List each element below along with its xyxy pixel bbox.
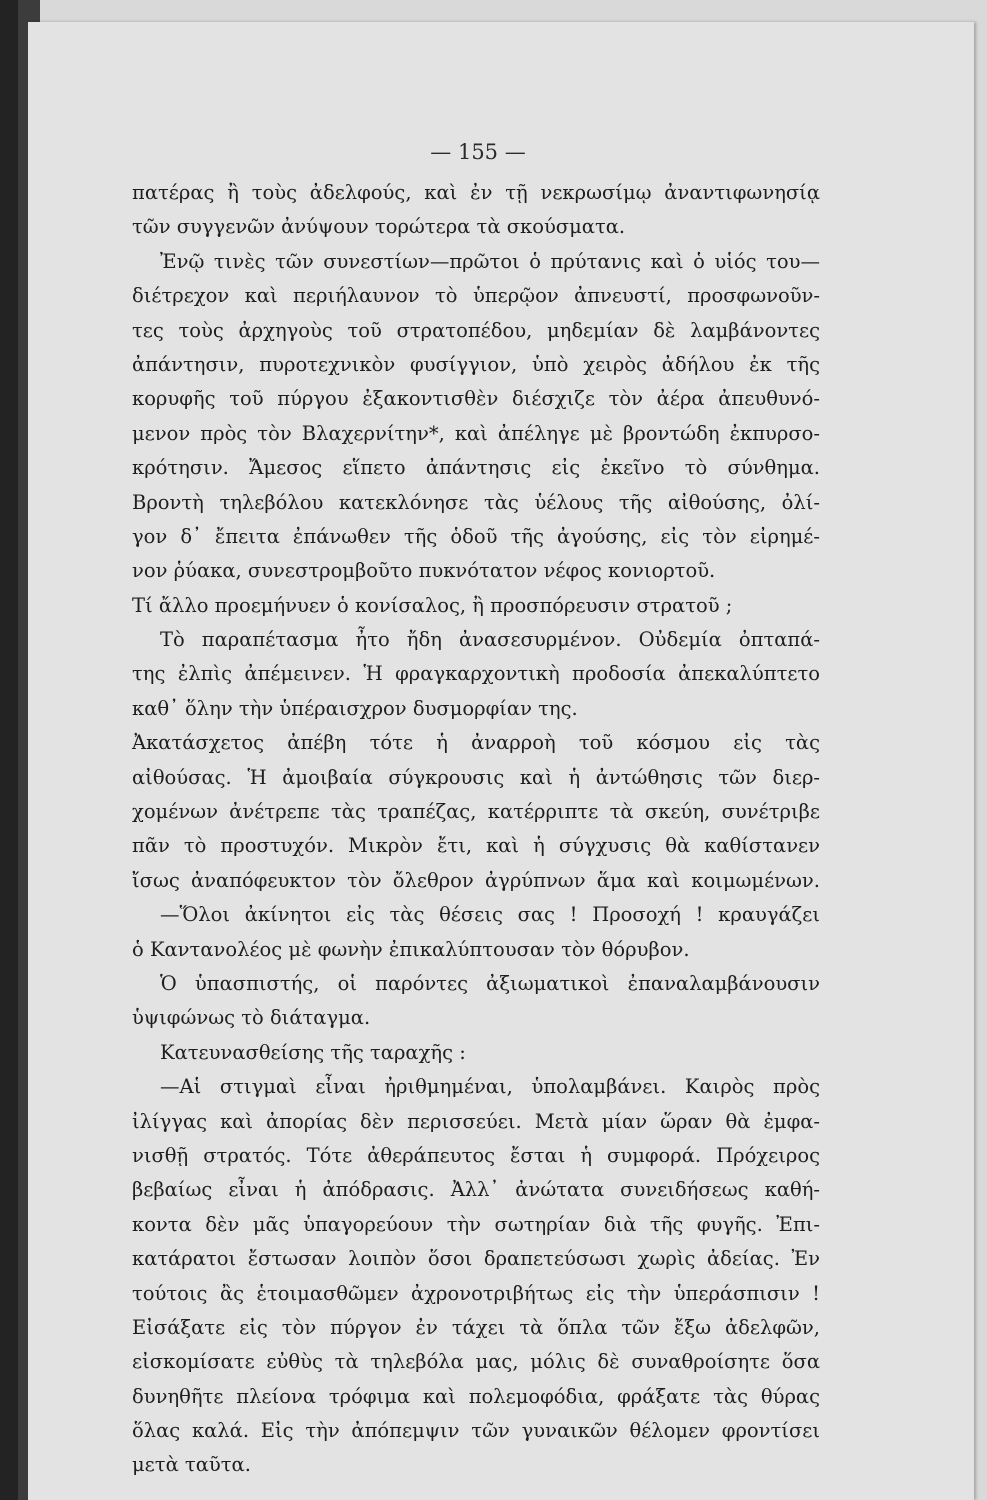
text-line: εἰσκομίσατε εὐθὺς τὰ τηλεβόλα μας, μόλις δὲ συναθροίσητε ὅσα [132, 1350, 820, 1374]
text-line: δυνηθῆτε πλείονα τρόφιμα καὶ πολεμοφόδια, φράξατε τὰς θύρας [132, 1384, 820, 1408]
text-line: βεβαίως εἶναι ἡ ἀπόδρασις. Ἀλλ᾽ ἀνώτατα συνειδήσεως καθή- [132, 1178, 820, 1202]
text-line: Τὸ παραπέτασμα ἦτο ἤδη ἀνασεσυρμένον. Οὐδεμία ὀπταπά- [160, 628, 820, 652]
text-line: της ἐλπὶς ἀπέμεινεν. Ἡ φραγκαρχοντικὴ προδοσία ἀπεκαλύπτετο [132, 662, 820, 686]
text-line: κατάρατοι ἔστωσαν λοιπὸν ὅσοι δραπετεύσωσι χωρὶς ἀδείας. Ἐν [132, 1247, 820, 1271]
text-line: Ἀκατάσχετος ἀπέβη τότε ἡ ἀναρροὴ τοῦ κόσμου εἰς τὰς [132, 731, 820, 755]
text-line: μετὰ ταῦτα. [132, 1453, 251, 1477]
text-line: ἰλίγγας καὶ ἀπορίας δὲν περισσεύει. Μετὰ μίαν ὥραν θὰ ἐμφα- [132, 1109, 820, 1133]
scan-backdrop [0, 0, 18, 1500]
text-line: χομένων ἀνέτρεπε τὰς τραπέζας, κατέρριπτε τὰ σκεύη, συνέτριβε [132, 800, 820, 824]
text-line: πᾶν τὸ προστυχόν. Μικρὸν ἔτι, καὶ ἡ σύγχυσις θὰ καθίστανεν [132, 834, 820, 858]
text-line: πατέρας ἢ τοὺς ἀδελφούς, καὶ ἐν τῇ νεκρωσίμῳ ἀναντιφωνησίᾳ [132, 181, 820, 204]
text-line: Ἐνῷ τινὲς τῶν συνεστίων—πρῶτοι ὁ πρύτανις καὶ ὁ υἱός του— [160, 249, 820, 273]
text-line: τούτοις ἂς ἑτοιμασθῶμεν ἀχρονοτριβήτως εἰς τὴν ὑπεράσπισιν ! [132, 1281, 820, 1305]
text-line: αἰθούσας. Ἡ ἀμοιβαία σύγκρουσις καὶ ἡ ἀντώθησις τῶν διερ- [132, 765, 820, 789]
text-line: κρότησιν. Ἄμεσος εἵπετο ἀπάντησις εἰς ἐκεῖνο τὸ σύνθημα. [132, 456, 820, 480]
text-line: ὑψιφώνως τὸ διάταγμα. [132, 1006, 371, 1030]
text-line: διέτρεχον καὶ περιήλαυνον τὸ ὑπερῷον ἀπνευστί, προσφωνοῦν- [132, 284, 820, 308]
page-number: — 155 — [430, 140, 526, 164]
text-line: Εἰσάξατε εἰς τὸν πύργον ἐν τάχει τὰ ὅπλα τῶν ἔξω ἀδελφῶν, [132, 1315, 820, 1339]
text-line: καθ᾽ ὅλην τὴν ὑπέραισχρον δυσμορφίαν της. [132, 696, 578, 720]
text-line: Ὁ ὑπασπιστής, οἱ παρόντες ἀξιωματικοὶ ἐπαναλαμβάνουσιν [160, 971, 820, 995]
text-line: τες τοὺς ἀρχηγοὺς τοῦ στρατοπέδου, μηδεμίαν δὲ λαμβάνοντες [132, 318, 820, 342]
text-line: ὁ Καντανολέος μὲ φωνὴν ἐπικαλύπτουσαν τὸν θόρυβον. [132, 937, 690, 961]
text-line: νισθῇ στρατός. Τότε ἀθεράπευτος ἔσται ἡ συμφορά. Πρόχειρος [132, 1143, 820, 1167]
text-line: —Αἱ στιγμαὶ εἶναι ἠριθμημέναι, ὑπολαμβάνει. Καιρὸς πρὸς [160, 1075, 820, 1099]
text-line: κορυφῆς τοῦ πύργου ἐξακοντισθὲν διέσχιζε τὸν ἀέρα ἀπευθυνό- [132, 387, 820, 411]
text-line: κοντα δὲν μᾶς ὑπαγορεύουν τὴν σωτηρίαν διὰ τῆς φυγῆς. Ἐπι- [132, 1212, 820, 1236]
page-text [132, 176, 820, 1483]
text-line: ἀπάντησιν, πυροτεχνικὸν φυσίγγιον, ὑπὸ χειρὸς ἀδήλου ἐκ τῆς [132, 352, 820, 376]
text-line: Βροντὴ τηλεβόλου κατεκλόνησε τὰς ὑέλους τῆς αἰθούσης, ὀλί- [132, 490, 820, 514]
text-line: ἴσως ἀναπόφευκτον τὸν ὄλεθρον ἀγρύπνων ἅμα καὶ κοιμωμένων. [132, 868, 820, 892]
text-line: Κατευνασθείσης τῆς ταραχῆς : [160, 1040, 466, 1064]
text-line: τῶν συγγενῶν ἀνύψουν τορώτερα τὰ σκούσματα. [132, 215, 626, 239]
book-page [28, 22, 974, 1500]
text-line: γον δ᾽ ἔπειτα ἐπάνωθεν τῆς ὁδοῦ τῆς ἀγούσης, εἰς τὸν εἰρημέ- [132, 524, 820, 548]
text-line: νον ῥύακα, συνεστρομβοῦτο πυκνότατον νέφος κονιορτοῦ. [132, 559, 716, 583]
text-line: —Ὅλοι ἀκίνητοι εἰς τὰς θέσεις σας ! Προσοχή ! κραυγάζει [160, 903, 820, 927]
text-line: μενον πρὸς τὸν Βλαχερνίτην*, καὶ ἀπέληγε μὲ βροντώδη ἐκπυρσο- [132, 421, 820, 445]
text-line: Τί ἄλλο προεμήνυεν ὁ κονίσαλος, ἢ προσπόρευσιν στρατοῦ ; [132, 593, 733, 617]
text-line: ὅλας καλά. Εἰς τὴν ἀπόπεμψιν τῶν γυναικῶν θέλομεν φροντίσει [132, 1419, 820, 1443]
